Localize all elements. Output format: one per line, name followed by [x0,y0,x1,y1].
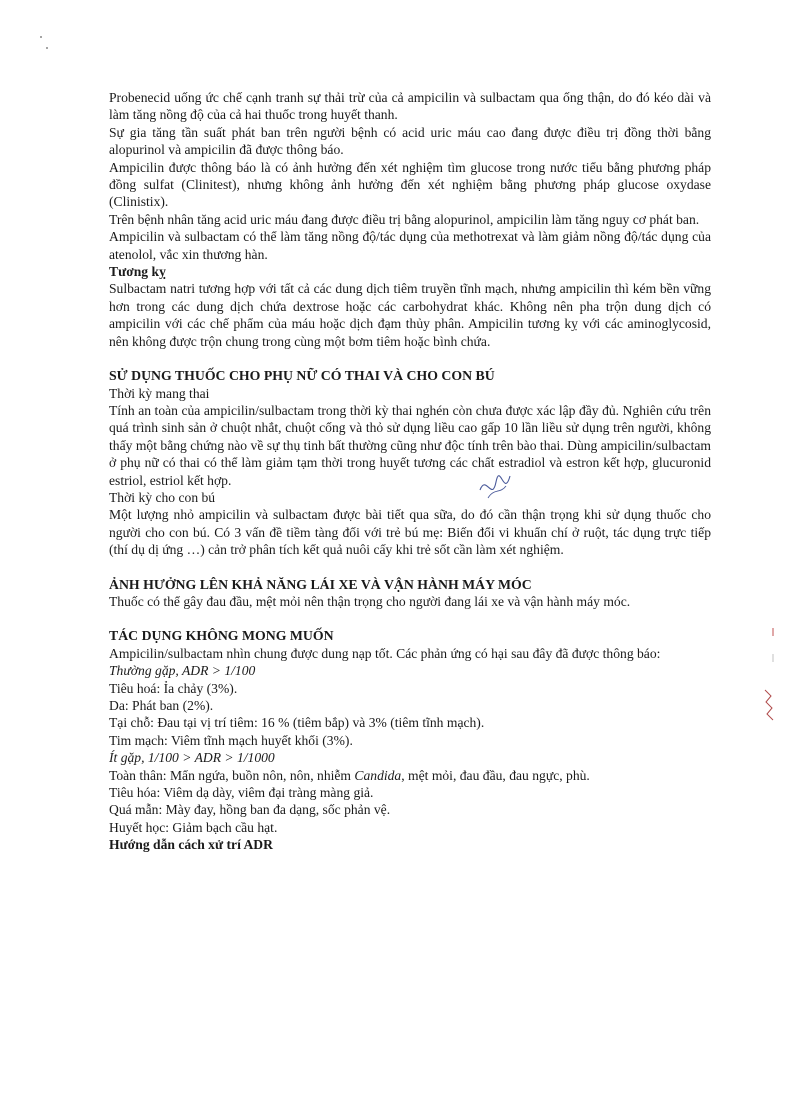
section-driving-heading: ẢNH HƯỞNG LÊN KHẢ NĂNG LÁI XE VÀ VẬN HÀNH MÁY MÓC [109,576,532,592]
paragraph-adverse-intro: Ampicilin/sulbactam nhìn chung được dung nạp tốt. Các phản ứng có hại sau đây đã được thông báo: [109,645,661,661]
list-item-uncommon: Huyết học: Giảm bạch cầu hạt. [109,819,278,835]
paragraph-glucose-test: Ampicilin được thông báo là có ảnh hưởng đến xét nghiệm tìm glucose trong nước tiểu bằng phương pháp đồng sulfat (Clinitest), nhưng không ảnh hưởng đến xét nghiệm bằng phương pháp glucose oxydase (Clinistix). [109,159,711,210]
subheading-lactation: Thời kỳ cho con bú [109,489,216,505]
list-item-common: Tại chỗ: Đau tại vị trí tiêm: 16 % (tiêm bắp) và 3% (tiêm tĩnh mạch). [109,715,485,731]
paragraph-rash-alopurinol: Sự gia tăng tần suất phát ban trên người bệnh có acid uric máu cao đang được điều trị đồng thời bằng alopurinol và ampicilin đã được thông báo. [109,124,711,158]
scan-speck [40,36,42,38]
margin-mark-icon [768,626,778,686]
list-item-uncommon [109,767,711,784]
paragraph-probenecid: Probenecid uống ức chế cạnh tranh sự thải trừ của cả ampicilin và sulbactam qua ống thận, do đó kéo dài và làm tăng nồng độ của cả hai thuốc trong huyết thanh. [109,90,711,123]
margin-scribble-icon [762,686,778,722]
paragraph-uric-acid: Trên bệnh nhân tăng acid uric máu đang được điều trị bằng alopurinol, ampicilin làm tăng nguy cơ phát ban. [109,211,700,227]
list-item-common: Tim mạch: Viêm tĩnh mạch huyết khối (3%). [109,732,353,748]
text-part: Toàn thân: Mẩn ngứa, buồn nôn, nôn, nhiễm [109,767,355,783]
subheading-uncommon: Ít gặp, 1/100 > ADR > 1/1000 [109,750,275,766]
subheading-pregnancy: Thời kỳ mang thai [109,385,210,401]
paragraph-methotrexat: Ampicilin và sulbactam có thể làm tăng nồng độ/tác dụng của methotrexat và làm giảm nồng độ/tác dụng của atenolol, vắc xin thương hàn. [109,229,711,262]
heading-tuong-ky: Tương kỵ [109,264,166,280]
text-part-italic: Candida [354,767,402,783]
subheading-common: Thường gặp, ADR > 1/100 [109,663,256,679]
handwritten-signature-icon [476,468,516,508]
document-page [109,89,711,854]
section-adverse-heading: TÁC DỤNG KHÔNG MONG MUỐN [109,628,334,644]
section-pregnancy-heading: SỬ DỤNG THUỐC CHO PHỤ NỮ CÓ THAI VÀ CHO CON BÚ [109,368,495,384]
list-item-uncommon: Quá mẫn: Mày đay, hồng ban đa dạng, sốc phản vệ. [109,802,391,818]
list-item-common: Da: Phát ban (2%). [109,698,214,713]
heading-adr-guide: Hướng dẫn cách xử trí ADR [109,837,273,853]
paragraph-lactation: Một lượng nhỏ ampicilin và sulbactam được bài tiết qua sữa, do đó cần thận trọng khi sử dụng thuốc cho người cho con bú. Có 3 vấn đề tiềm tàng đối với trẻ bú mẹ: Biến đổi vi khuẩn chí ở ruột, tác dụng trực tiếp (thí dụ dị ứng …) cản trở phân tích kết quả nuôi cấy khi trẻ sốt cần làm xét nghiệm. [109,507,711,558]
list-item-uncommon: Tiêu hóa: Viêm dạ dày, viêm đại tràng màng giả. [109,785,374,801]
text-part: , mệt mỏi, đau đầu, đau ngực, phù. [401,767,590,783]
paragraph-pregnancy: Tính an toàn của ampicilin/sulbactam trong thời kỳ thai nghén còn chưa được xác lập đầy đủ. Nghiên cứu trên quá trình sinh sản ở chuột nhắt, chuột cống và thỏ sử dụng liều cao gấp 10 lần liều sử dụng trên người, không thấy một bằng chứng nào về sự thụ tinh bất thường cũng như độc tính trên bào thai. Dùng ampicilin/sulbactam ở phụ nữ có thai có thể làm giảm tạm thời trong huyết tương các chất estradiol và estron kết hợp, glucuronid estriol, estriol kết hợp. [109,402,711,488]
list-item-common: Tiêu hoá: Ỉa chảy (3%). [109,680,238,696]
paragraph-tuong-ky: Sulbactam natri tương hợp với tất cả các dung dịch tiêm truyền tĩnh mạch, nhưng ampicilin thì kém bền vững hơn trong các dung dịch chứa dextrose hoặc các carbohydrat khác. Không nên pha trộn dung dịch có ampicilin với các chế phẩm của máu hoặc dịch đạm thủy phân. Ampicilin tương kỵ với các aminoglycosid, nên không được trộn chung trong cùng một bơm tiêm hoặc bình chứa. [109,281,711,349]
paragraph-driving: Thuốc có thể gây đau đầu, mệt mỏi nên thận trọng cho người đang lái xe và vận hành máy móc. [109,593,631,609]
scan-speck [46,47,48,49]
